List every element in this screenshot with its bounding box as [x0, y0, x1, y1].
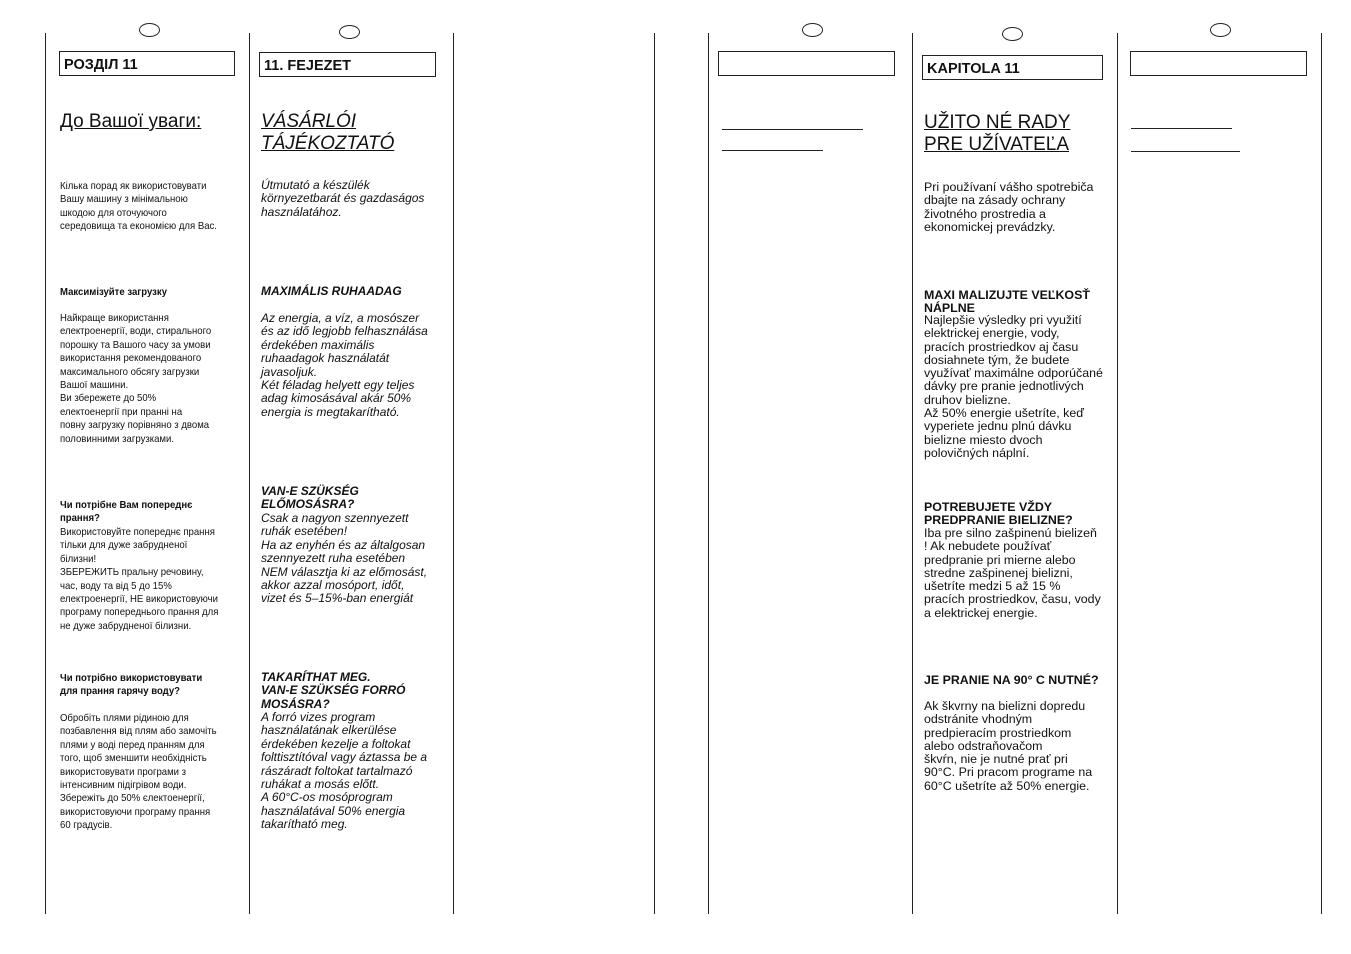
language-oval-icon	[339, 25, 360, 39]
body-max-load-ukrainian: Найкраще використання електроенергії, води, стирального порошку та Вашого часу за умови використання рекомендованого максимального обсягу загрузки Вашої машини. Ви збережете до 50% електоенергії при пранні на повну загрузку порівняно з двома половинними загрузками.	[60, 313, 212, 445]
section-title-line2: PRE UŽÍVATEĽA	[924, 134, 1069, 155]
section-title-line2: TÁJÉKOZTATÓ	[261, 133, 395, 154]
column-rule	[1321, 33, 1322, 914]
body-hot-wash-hungarian: A forró vizes program használatának elkerülése érdekében kezelje a foltokat folttisztítóval vagy áztassa be a rászáradt foltokat tartalmazó ruhákat a mosás előtt. A 60°C-os mosóprogram használatával 50% energia takarítható meg.	[261, 710, 428, 832]
column-rule	[453, 33, 454, 914]
intro-text-slovak: Pri používaní vášho spotrebiča dbajte na zásady ochrany životného prostredia a ekonomickej prevádzky.	[924, 180, 1094, 234]
title-placeholder-rule	[1131, 151, 1240, 152]
chapter-header-empty	[718, 51, 895, 76]
chapter-header-empty	[1130, 51, 1307, 76]
heading-prewash-hungarian: VAN-E SZÜKSÉG ELŐMOSÁSRA?	[261, 484, 359, 512]
title-placeholder-rule	[722, 150, 823, 151]
body-hot-wash-slovak: Ak škvrny na bielizni dopredu odstránite vhodným predpieracím prostriedkom alebo odstraňovačom škvŕn, nie je nutné prať pri 90°C. Pri pracom programe na 60°C ušetríte až 50% energie.	[924, 699, 1093, 793]
language-oval-icon	[802, 23, 823, 37]
heading-max-load-slovak: MAXI MALIZUJTE VEĽKOSŤ NÁPLNE	[924, 288, 1090, 316]
column-rule	[1117, 33, 1118, 914]
column-rule	[654, 33, 655, 914]
body-max-load-slovak: Najlepšie výsledky pri využití elektrickej energie, vody, pracích prostriedkov aj času dosiahnete tým, že budete využívať maximálne odporúčané dávky pre pranie jednotlivých druhov bielizne. Až 50% energie ušetríte, keď vyperiete jednu plnú dávku bielizne miesto dvoch polovičných náplní.	[924, 313, 1103, 460]
chapter-header-ukrainian: РОЗДІЛ 11	[59, 51, 235, 76]
section-title-hungarian	[261, 111, 394, 155]
section-title-line1: VÁSÁRLÓI	[261, 111, 357, 132]
column-rule	[912, 33, 913, 914]
body-max-load-hungarian: Az energia, a víz, a mosószer és az idő legjobb felhasználása érdekében maximális ruhaadagok használatát javasoljuk. Két féladag helyett egy teljes adag kimosásával akár 50% energia is megtakarítható.	[261, 311, 428, 419]
body-hot-wash-ukrainian: Обробіть плями рідиною для позбавлення від плям або замочіть плями у воді перед пранням для того, щоб зменшити необхідність використовувати програми з інтенсивним підігрівом води. Збережіть до 50% єлектоенергії, використовуючи програму прання 60 градусів.	[60, 713, 217, 832]
body-prewash-ukrainian: Використовуйте попереднє прання тільки для дуже забрудненої білизни! ЗБЕРЕЖИТЬ пральну речовину, час, воду та від 5 до 15% електроенергії, НЕ використовуючи програму попереднього прання для не дуже забрудненої білизни.	[60, 527, 219, 632]
column-rule	[45, 33, 46, 914]
title-placeholder-rule	[722, 129, 863, 130]
chapter-header-hungarian: 11. FEJEZET	[259, 52, 436, 77]
body-prewash-slovak: Iba pre silno zašpinenú bielizeň ! Ak nebudete používať predpranie pri mierne alebo stredne zašpinenej bielizni, ušetríte medzi 5 až 15 % pracích prostriedkov, času, vody a elektrickej energie.	[924, 526, 1101, 620]
chapter-header-slovak: KAPITOLA 11	[922, 55, 1103, 80]
heading-max-load-ukrainian: Максимізуйте загрузку	[60, 287, 168, 298]
language-oval-icon	[1002, 27, 1023, 41]
section-title-line1: UŽITO NÉ RADY	[924, 112, 1071, 133]
intro-text-hungarian: Útmutató a készülék környezetbarát és gazdaságos használatához.	[261, 178, 425, 219]
body-prewash-hungarian: Csak a nagyon szennyezett ruhák esetében! Ha az enyhén és az általgosan szennyezett ruha esetében NEM választja ki az előmosást, akkor azzal mosóport, időt, vizet és 5–15%-ban energiát	[261, 511, 428, 606]
heading-max-load-hungarian: MAXIMÁLIS RUHAADAG	[261, 284, 402, 298]
heading-prewash-slovak: POTREBUJETE VŽDY PREDPRANIE BIELIZNE?	[924, 500, 1073, 528]
intro-text-ukrainian: Кілька порад як використовувати Вашу машину з мінімальною шкодою для оточуючого середовища та економією для Вас.	[60, 181, 217, 233]
language-oval-icon	[1210, 23, 1231, 37]
section-title-ukrainian: До Вашої уваги:	[60, 111, 202, 132]
heading-hot-wash-slovak: JE PRANIE NA 90° C NUTNÉ?	[924, 673, 1099, 687]
title-placeholder-rule	[1131, 128, 1232, 129]
column-rule	[708, 33, 709, 914]
language-oval-icon	[139, 23, 160, 37]
heading-hot-wash-hungarian: TAKARÍTHAT MEG. VAN-E SZÜKSÉG FORRÓ MOSÁSRA?	[261, 670, 406, 711]
heading-prewash-ukrainian: Чи потрібне Вам попереднє прання?	[60, 500, 193, 525]
heading-hot-wash-ukrainian: Чи потрібно використовувати для прання гарячу воду?	[60, 673, 203, 698]
column-rule	[249, 33, 250, 914]
section-title-slovak	[924, 112, 1070, 156]
